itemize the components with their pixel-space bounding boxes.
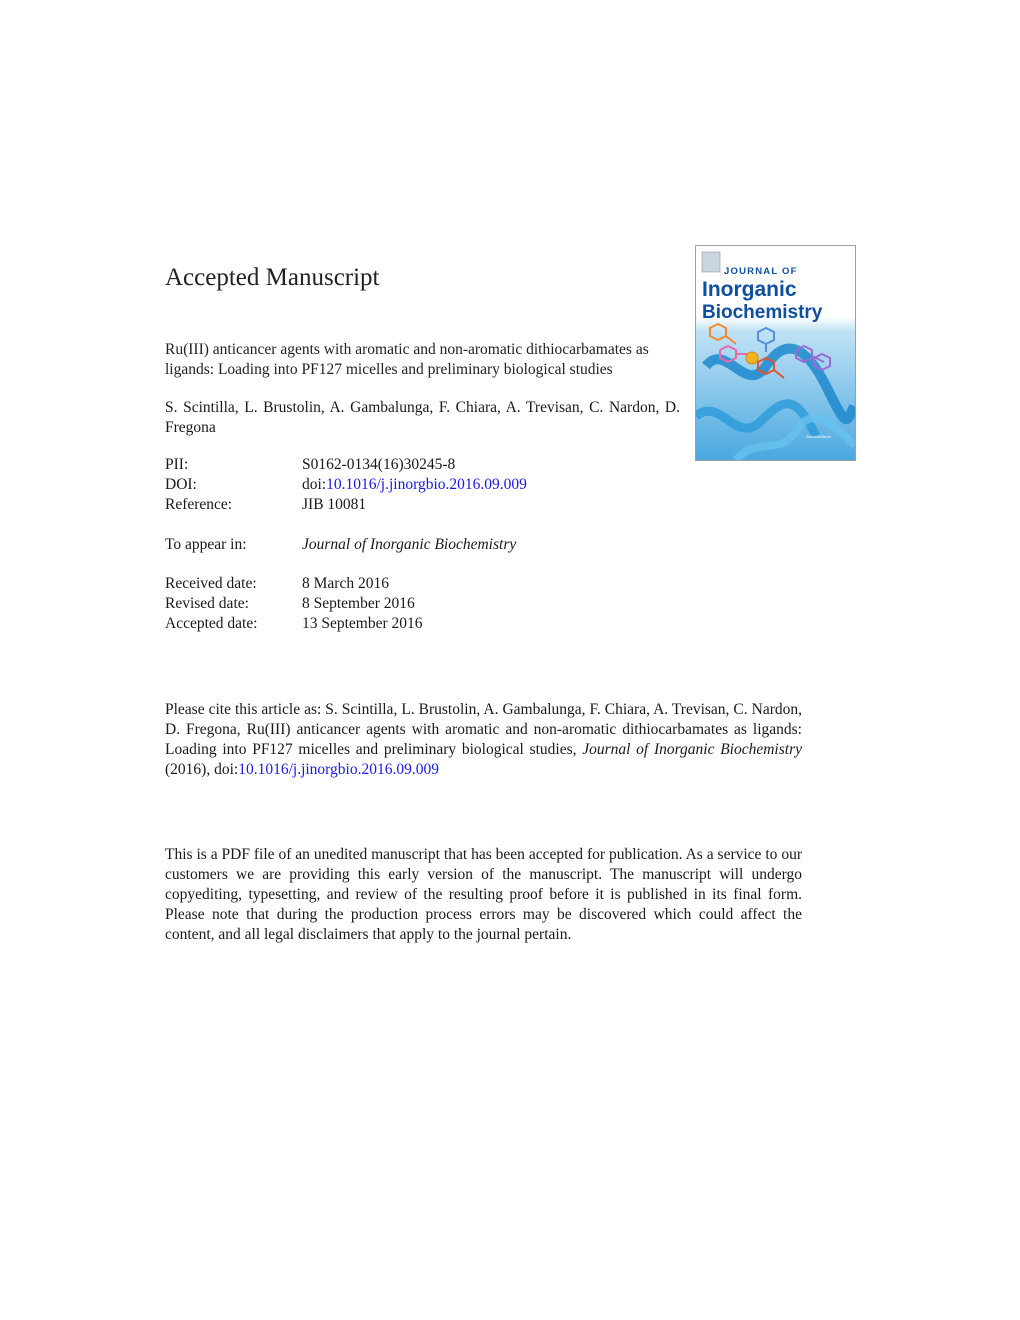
unedited-notice: This is a PDF file of an unedited manuscript that has been accepted for publication. As a service to our customers we are providing this early version of the manuscript. The manuscript will undergo copyediting, typesetting, and review of the resulting proof before it is published in its final form. Please note that during the production process errors may be discovered which could affect the content, and all legal disclaimers that apply to the journal pertain.	[165, 846, 802, 943]
reference-value: JIB 10081	[302, 496, 367, 513]
revised-label: Revised date:	[165, 595, 249, 612]
appear-label: To appear in:	[165, 536, 247, 553]
meta-doi-row	[165, 475, 527, 495]
received-label: Received date:	[165, 575, 257, 592]
revised-value: 8 September 2016	[302, 595, 415, 612]
cover-line3: Biochemistry	[702, 302, 823, 323]
doi-label: DOI:	[165, 476, 197, 493]
page-heading: Accepted Manuscript	[165, 264, 380, 291]
cover-line1: JOURNAL OF	[724, 266, 798, 277]
cover-line2: Inorganic	[702, 278, 797, 301]
meta-revised-row	[165, 594, 415, 614]
publisher-logo-icon	[702, 252, 720, 272]
citation-doi-prefix: doi:	[214, 761, 239, 778]
article-title: Ru(III) anticancer agents with aromatic and non-aromatic dithiocarbamates as ligands: Loading into PF127 micelles and preliminary biological studies	[165, 341, 649, 378]
meta-accepted-row	[165, 614, 423, 634]
appear-value: Journal of Inorganic Biochemistry	[302, 536, 517, 553]
citation-text: Please cite this article as: S. Scintilla, L. Brustolin, A. Gambalunga, F. Chiara, A. Trevisan, C. Nardon, D. Fregona, Ru(III) anticancer agents with aromatic and non-aromatic dithiocarbamates as ligands: Loading into PF127 micelles and preliminary biological studies,	[165, 701, 802, 758]
doi-link[interactable]: 10.1016/j.jinorgbio.2016.09.009	[326, 476, 527, 493]
accepted-value: 13 September 2016	[302, 615, 423, 632]
citation-year: (2016),	[165, 761, 211, 778]
doi-prefix: doi:	[302, 476, 327, 493]
meta-received-row	[165, 574, 389, 594]
meta-reference-row	[165, 495, 366, 515]
citation-journal: Journal of Inorganic Biochemistry	[582, 741, 802, 758]
article-authors: S. Scintilla, L. Brustolin, A. Gambalunga, F. Chiara, A. Trevisan, C. Nardon, D. Fregona	[165, 399, 680, 436]
meta-pii-row	[165, 455, 455, 475]
cover-footer-text: ScienceDirect	[806, 434, 831, 439]
pii-label: PII:	[165, 456, 189, 473]
journal-cover-art	[696, 246, 855, 460]
citation-block	[165, 700, 802, 780]
pii-value: S0162-0134(16)30245-8	[302, 456, 456, 473]
journal-cover-image	[695, 245, 856, 461]
received-value: 8 March 2016	[302, 575, 389, 592]
citation-doi-link[interactable]: 10.1016/j.jinorgbio.2016.09.009	[238, 761, 439, 778]
reference-label: Reference:	[165, 496, 233, 513]
accepted-label: Accepted date:	[165, 615, 258, 632]
meta-appear-row	[165, 535, 516, 555]
